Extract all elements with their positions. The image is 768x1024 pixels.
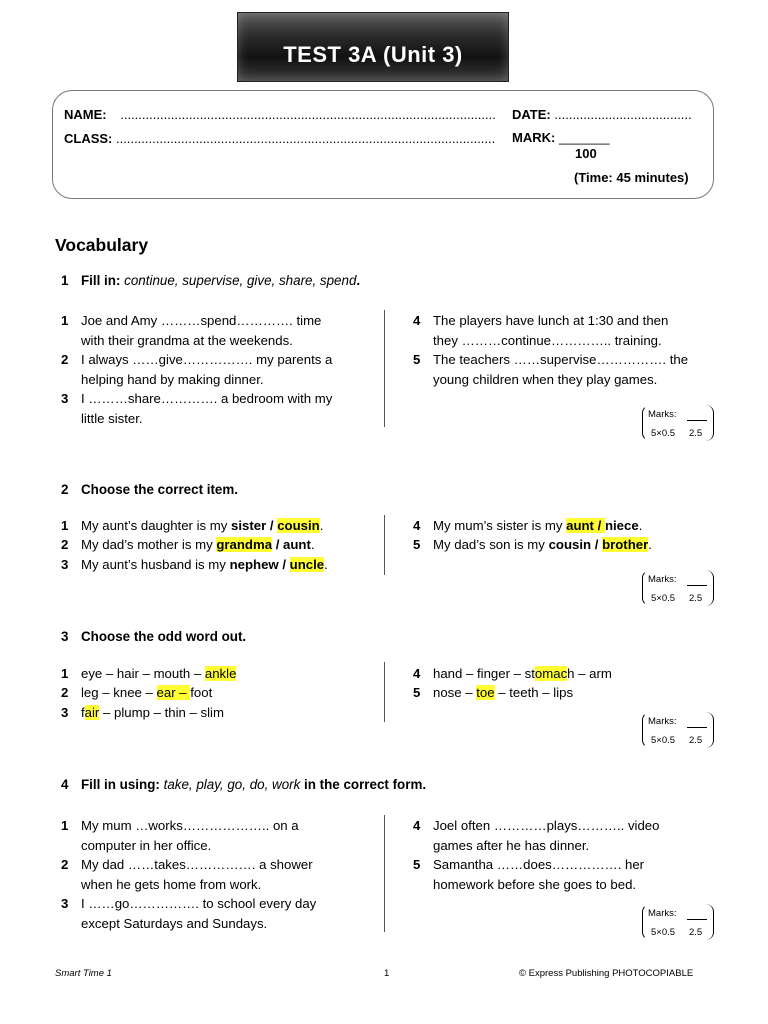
item-number: 3 bbox=[61, 391, 69, 406]
item-text: with their grandma at the weekends. bbox=[81, 332, 293, 348]
item-number: 4 bbox=[413, 313, 421, 328]
name-label: NAME: bbox=[64, 107, 107, 122]
item-number: 4 bbox=[413, 666, 421, 681]
column-divider bbox=[384, 662, 385, 722]
item-end: . bbox=[319, 518, 324, 533]
date-row bbox=[512, 107, 692, 122]
q4-marks-box bbox=[642, 904, 714, 940]
item-number: 1 bbox=[61, 518, 69, 533]
class-row bbox=[64, 131, 495, 146]
marks-score-field[interactable] bbox=[687, 585, 707, 586]
class-label: CLASS: bbox=[64, 131, 113, 146]
item-number: 4 bbox=[413, 518, 421, 533]
item-number: 5 bbox=[413, 685, 421, 700]
marks-total: 2.5 bbox=[689, 927, 703, 938]
marks-score-field[interactable] bbox=[687, 727, 707, 728]
answer-highlight[interactable]: omac bbox=[534, 666, 568, 681]
option-a[interactable]: nephew bbox=[229, 557, 279, 572]
mark-field[interactable]: _______ bbox=[558, 130, 610, 145]
option-b-selected[interactable]: brother bbox=[602, 537, 649, 552]
marks-score-field[interactable] bbox=[687, 420, 707, 421]
q4-word-list: take, play, go, do, work bbox=[163, 777, 301, 792]
option-separator: / bbox=[591, 537, 603, 552]
item-text: I always ……give……………. my parents a bbox=[81, 352, 333, 367]
q4-number: 4 bbox=[61, 777, 69, 792]
item-text: My dad’s mother is my bbox=[81, 537, 217, 552]
item-end: . bbox=[310, 537, 315, 552]
item-text: The teachers ……supervise……………. the bbox=[433, 352, 689, 367]
item-number: 5 bbox=[413, 537, 421, 552]
item-text: except Saturdays and Sundays. bbox=[81, 915, 268, 931]
item-number: 3 bbox=[61, 557, 69, 572]
item-number: 1 bbox=[61, 666, 69, 681]
footer-copyright: © Express Publishing PHOTOCOPIABLE bbox=[519, 968, 694, 979]
item-text: foot bbox=[190, 685, 213, 700]
q2-instruction: Choose the correct item. bbox=[81, 482, 239, 497]
option-b-selected[interactable]: cousin bbox=[277, 518, 320, 533]
section-title: Vocabulary bbox=[55, 235, 149, 255]
item-text: h – arm bbox=[567, 666, 612, 681]
column-divider bbox=[384, 310, 385, 427]
q3-marks-box bbox=[642, 712, 714, 748]
q3-heading bbox=[61, 629, 246, 644]
item-text: Joe and Amy ………spend…………. time bbox=[81, 313, 322, 328]
q1-instruction: Fill in: bbox=[81, 273, 121, 288]
name-row bbox=[64, 107, 496, 122]
item-number: 2 bbox=[61, 857, 69, 872]
q4-instruction-end: in the correct form. bbox=[304, 777, 427, 792]
marks-total: 2.5 bbox=[689, 593, 703, 604]
footer-page-number: 1 bbox=[384, 968, 390, 979]
item-text: My dad’s son is my bbox=[433, 537, 549, 552]
item-number: 2 bbox=[61, 685, 69, 700]
marks-formula: 5×0.5 bbox=[651, 593, 676, 604]
option-a-selected[interactable]: grandma bbox=[216, 537, 273, 552]
q2-heading bbox=[61, 482, 238, 497]
item-number: 4 bbox=[413, 818, 421, 833]
item-text: f bbox=[81, 705, 85, 720]
mark-row bbox=[512, 130, 610, 145]
q1-marks-box bbox=[642, 405, 714, 441]
item-text: when he gets home from work. bbox=[81, 876, 262, 892]
mark-label: MARK: bbox=[512, 130, 556, 145]
q4-instruction: Fill in using: bbox=[81, 777, 160, 792]
option-separator: / bbox=[593, 518, 605, 533]
marks-score-field[interactable] bbox=[687, 919, 707, 920]
item-text: The players have lunch at 1:30 and then bbox=[433, 313, 669, 328]
column-divider bbox=[384, 515, 385, 575]
item-text: little sister. bbox=[81, 410, 143, 426]
option-separator: / bbox=[266, 518, 278, 533]
q1-heading: 1 Fill in: continue, supervise, give, share, spend. bbox=[61, 273, 361, 288]
answer-highlight[interactable]: toe bbox=[476, 685, 495, 700]
item-number: 2 bbox=[61, 352, 69, 367]
item-number: 1 bbox=[61, 818, 69, 833]
item-text: Joel often …………plays……….. video bbox=[433, 818, 660, 833]
mark-total: 100 bbox=[575, 146, 597, 161]
item-end: . bbox=[324, 557, 328, 572]
item-text: Samantha ……does……………. her bbox=[433, 857, 645, 872]
item-text: My mum’s sister is my bbox=[433, 518, 567, 533]
answer-highlight[interactable]: air bbox=[84, 705, 100, 720]
marks-formula: 5×0.5 bbox=[651, 428, 676, 439]
time-limit: (Time: 45 minutes) bbox=[574, 170, 689, 185]
q2-marks-box bbox=[642, 570, 714, 606]
marks-label: Marks: bbox=[648, 574, 677, 585]
option-a[interactable]: sister bbox=[231, 518, 267, 533]
item-number: 2 bbox=[61, 537, 69, 552]
item-number: 3 bbox=[61, 896, 69, 911]
item-text: hand – finger – st bbox=[433, 666, 535, 681]
marks-formula: 5×0.5 bbox=[651, 927, 676, 938]
item-text: My dad ……takes……………. a shower bbox=[81, 857, 313, 872]
footer-book-title: Smart Time 1 bbox=[55, 968, 112, 979]
item-text: eye – hair – mouth – bbox=[81, 666, 205, 681]
class-field[interactable]: ......................................................................................................... bbox=[116, 131, 496, 146]
option-a[interactable]: cousin bbox=[548, 537, 592, 552]
test-title: TEST 3A (Unit 3) bbox=[283, 42, 463, 67]
name-field[interactable]: ........................................................................................................ bbox=[120, 107, 496, 122]
item-text: homework before she goes to bed. bbox=[433, 876, 637, 892]
answer-highlight[interactable]: ankle bbox=[204, 666, 237, 681]
q2-number: 2 bbox=[61, 482, 69, 497]
item-end: . bbox=[648, 537, 652, 552]
answer-highlight[interactable]: ear – bbox=[156, 685, 191, 700]
q4-heading bbox=[61, 777, 426, 792]
option-a-selected[interactable]: aunt bbox=[566, 518, 594, 533]
test-title-banner bbox=[237, 12, 509, 82]
column-divider bbox=[384, 815, 385, 932]
marks-label: Marks: bbox=[648, 716, 677, 727]
option-b[interactable]: aunt bbox=[283, 537, 311, 552]
item-text: nose – bbox=[433, 685, 477, 700]
item-text: I ……go……………. to school every day bbox=[81, 896, 317, 911]
item-number: 5 bbox=[413, 857, 421, 872]
item-text: – teeth – lips bbox=[494, 685, 574, 700]
option-separator: / bbox=[272, 537, 284, 552]
item-text: My aunt’s husband is my bbox=[81, 557, 230, 572]
marks-label: Marks: bbox=[648, 908, 677, 919]
item-number: 1 bbox=[61, 313, 69, 328]
marks-label: Marks: bbox=[648, 409, 677, 420]
q3-number: 3 bbox=[61, 629, 69, 644]
item-text: helping hand by making dinner. bbox=[81, 371, 264, 387]
item-text: My mum …works……………….. on a bbox=[81, 818, 299, 833]
item-text: computer in her office. bbox=[81, 837, 212, 853]
q1-word-list: continue, supervise, give, share, spend bbox=[124, 273, 357, 288]
marks-formula: 5×0.5 bbox=[651, 735, 676, 746]
item-number: 3 bbox=[61, 705, 69, 720]
item-text: young children when they play games. bbox=[433, 371, 658, 387]
item-end: . bbox=[638, 518, 643, 533]
item-text: I ………share…………. a bedroom with my bbox=[81, 391, 333, 406]
item-text: leg – knee – bbox=[81, 685, 157, 700]
marks-total: 2.5 bbox=[689, 428, 703, 439]
item-text: games after he has dinner. bbox=[433, 837, 590, 853]
marks-total: 2.5 bbox=[689, 735, 703, 746]
item-number: 5 bbox=[413, 352, 421, 367]
q3-instruction: Choose the odd word out. bbox=[81, 629, 247, 644]
option-b[interactable]: niece bbox=[604, 518, 639, 533]
item-text: they ………continue………….. training. bbox=[433, 332, 662, 348]
date-label: DATE: bbox=[512, 107, 551, 122]
q1-number: 1 bbox=[61, 273, 69, 288]
item-text: – plump – thin – slim bbox=[99, 705, 224, 720]
option-b-selected[interactable]: uncle bbox=[289, 557, 325, 572]
item-text: My aunt’s daughter is my bbox=[81, 518, 232, 533]
option-separator: / bbox=[278, 557, 290, 572]
date-field[interactable]: ...................................... bbox=[554, 107, 692, 122]
